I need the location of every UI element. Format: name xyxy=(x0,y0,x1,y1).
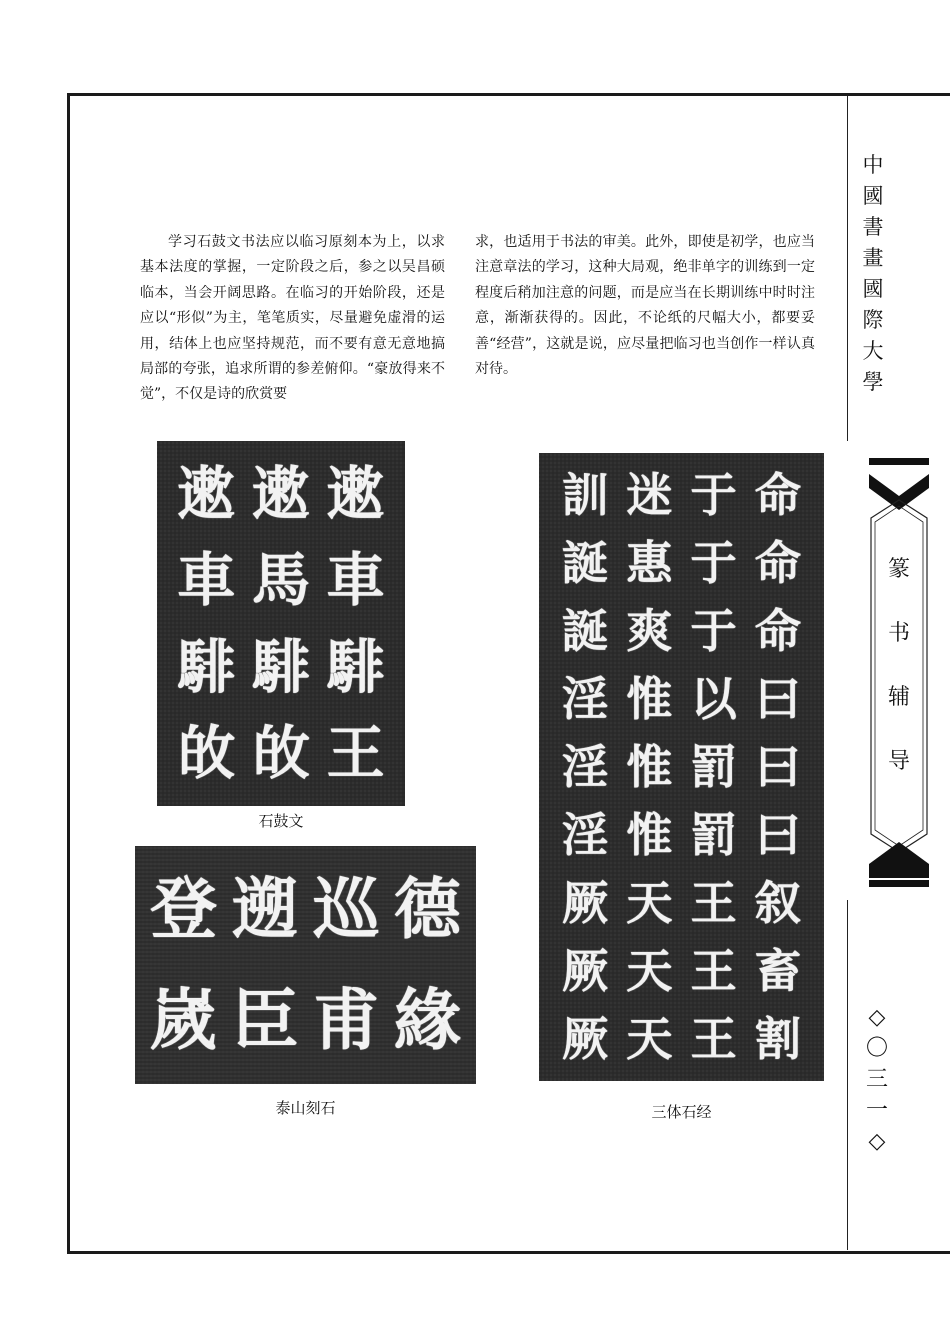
plate-santi-glyph: 淫 xyxy=(561,807,609,862)
plate-taishan-glyph: 登 xyxy=(150,869,217,949)
plate-santi-glyph: 爽 xyxy=(626,603,673,658)
plate-shigu-glyph: 馬 xyxy=(251,545,311,615)
sidebar-divider-bottom xyxy=(847,900,848,1250)
running-head: 中國書畫國際大學 xyxy=(862,153,884,394)
plate-santi-glyph: 天 xyxy=(626,943,673,998)
plate-santi-glyph: 于 xyxy=(690,535,737,590)
plate-santi-glyph: 王 xyxy=(690,875,737,930)
chapter-band-top xyxy=(869,458,929,465)
plate-shigu-glyph: 遬 xyxy=(326,459,385,528)
plate-taishan-glyph: 遡 xyxy=(231,869,299,949)
plate-santi-glyph: 迷 xyxy=(626,467,673,522)
plate-santi-glyph: 罰 xyxy=(690,739,737,794)
plate-santi-glyph: 厥 xyxy=(561,875,609,930)
page-number: ◇〇三一◇ xyxy=(865,1005,888,1154)
plate-shigu-glyph: 敀 xyxy=(177,717,236,787)
sidebar-divider-top xyxy=(847,96,848,441)
plate-santi-glyph: 割 xyxy=(754,1011,801,1066)
plate-santi-glyph: 惟 xyxy=(626,739,673,794)
plate-shigu-glyph: 騑 xyxy=(177,631,236,701)
body-text-left: 学习石鼓文书法应以临习原刻本为上，以求基本法度的掌握，一定阶段之后，参之以吴昌硕临本，当会开阔思路。在临习的开始阶段，还是应以“形似”为主，笔笔质实，尽量避免虚滑的运用，结体上也应坚持规范，而不要有意无意地搞局部的夸张，追求所谓的参差俯仰。“豪放得来不觉”，不仅是诗的欣赏要 xyxy=(140,234,445,403)
plate-shigu-glyph: 王 xyxy=(326,717,385,787)
plate-santi-glyph: 叙 xyxy=(754,875,801,930)
chapter-band-bottom xyxy=(869,880,929,887)
plate-santi-glyph: 罰 xyxy=(690,807,737,862)
santi-rubbing-image xyxy=(539,453,824,1081)
plate-santi-glyph: 于 xyxy=(690,603,737,658)
plate-santi-glyph: 以 xyxy=(690,671,737,726)
shigu-caption: 石鼓文 xyxy=(258,812,304,830)
plate-santi-glyph: 王 xyxy=(690,943,737,998)
plate-shigu-glyph: 遬 xyxy=(177,459,236,528)
plate-shigu-glyph: 敀 xyxy=(251,717,311,787)
shigu-rubbing-image xyxy=(157,441,405,806)
plate-taishan-glyph: 嵗 xyxy=(150,980,217,1060)
chapter-title: 篆书辅导 xyxy=(887,557,910,774)
plate-santi-glyph: 訓 xyxy=(561,467,609,522)
plate-santi-glyph: 淫 xyxy=(561,739,609,794)
plate-santi-glyph: 于 xyxy=(690,467,737,522)
plate-taishan-glyph: 甫 xyxy=(312,980,380,1060)
plate-santi-glyph: 王 xyxy=(690,1011,737,1066)
plate-santi-glyph: 惟 xyxy=(626,671,673,726)
plate-santi-glyph: 曰 xyxy=(754,739,801,794)
plate-shigu-glyph: 車 xyxy=(177,545,236,615)
plate-santi-glyph: 惠 xyxy=(626,535,673,590)
plate-santi-glyph: 天 xyxy=(626,875,673,930)
taishan-rubbing-image xyxy=(135,846,476,1084)
plate-shigu-glyph: 車 xyxy=(326,545,385,615)
plate-shigu-glyph: 騑 xyxy=(251,631,311,701)
plate-taishan-glyph: 德 xyxy=(394,869,461,949)
plate-santi-glyph: 曰 xyxy=(754,671,801,726)
plate-santi-glyph: 誕 xyxy=(561,535,609,590)
santi-caption: 三体石经 xyxy=(651,1103,712,1121)
plate-santi-glyph: 厥 xyxy=(561,1011,609,1066)
plate-shigu-glyph: 騑 xyxy=(326,631,385,701)
body-text-right: 求，也适用于书法的审美。此外，即使是初学，也应当注意章法的学习，这种大局观，绝非单字的训练到一定程度后稍加注意的问题，而是应当在长期训练中时时注意，渐渐获得的。因此，不论纸的尺幅大小，都要妥善“经营”，这就是说，应尽量把临习也当创作一样认真对待。 xyxy=(475,234,815,378)
plate-santi-glyph: 命 xyxy=(754,603,801,658)
plate-santi-glyph: 誕 xyxy=(561,603,609,658)
taishan-caption: 泰山刻石 xyxy=(275,1099,336,1117)
plate-shigu-glyph: 遬 xyxy=(251,459,311,528)
plate-santi-glyph: 天 xyxy=(626,1011,673,1066)
plate-taishan-glyph: 緣 xyxy=(394,980,461,1060)
plate-santi-glyph: 曰 xyxy=(754,807,801,862)
plate-santi-glyph: 淫 xyxy=(561,671,609,726)
plate-taishan-glyph: 巡 xyxy=(312,869,380,949)
plate-santi-glyph: 命 xyxy=(754,467,801,522)
plate-santi-glyph: 惟 xyxy=(626,807,673,862)
plate-santi-glyph: 厥 xyxy=(561,943,609,998)
plate-taishan-glyph: 臣 xyxy=(231,980,299,1060)
plate-santi-glyph: 畜 xyxy=(754,943,801,998)
plate-santi-glyph: 命 xyxy=(754,535,801,590)
